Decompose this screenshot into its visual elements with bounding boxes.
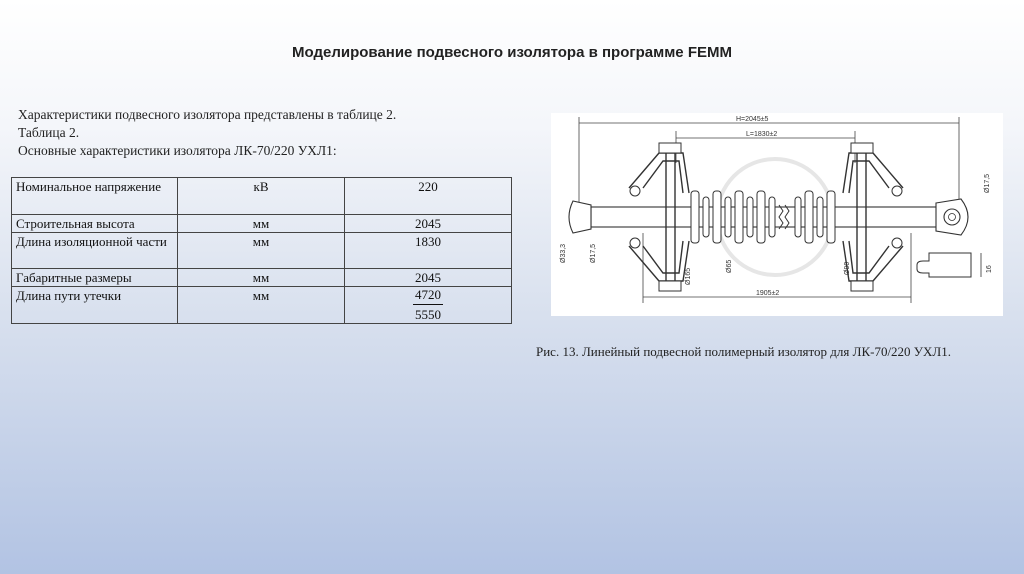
row-value: 220: [345, 178, 512, 215]
row-unit: кВ: [178, 178, 345, 215]
row-name: Длина пути утечки: [12, 287, 178, 324]
table-row: [12, 269, 512, 287]
row-name: Длина изоляционной части: [12, 233, 178, 269]
dim-left-inner: Ø17,5: [590, 243, 597, 263]
insulator-drawing: [551, 113, 1003, 316]
dim-90: Ø90: [844, 261, 851, 275]
dim-65: Ø65: [726, 259, 733, 273]
row-unit: мм: [178, 269, 345, 287]
dim-L: L=1830±2: [746, 131, 778, 138]
intro-line-1: Характеристики подвесного изолятора представлены в таблице 2.: [18, 107, 397, 122]
table-row: [12, 215, 512, 233]
table-row: [12, 287, 512, 324]
dim-H: H=2045±5: [736, 116, 769, 123]
row-value: 1830: [345, 233, 512, 269]
row-value-fraction: [345, 287, 512, 324]
row-value: 2045: [345, 215, 512, 233]
row-name: Строительная высота: [12, 215, 178, 233]
specs-table: [11, 177, 512, 324]
dim-left-outer: Ø33,3: [560, 243, 567, 263]
fraction-denominator: 5550: [415, 307, 441, 322]
row-unit: мм: [178, 287, 345, 324]
fraction-numerator: 4720: [413, 287, 443, 305]
dim-165: Ø165: [685, 267, 692, 285]
row-unit: мм: [178, 233, 345, 269]
dim-bottom: 1905±2: [756, 290, 780, 297]
row-unit: мм: [178, 215, 345, 233]
row-name: Габаритные размеры: [12, 269, 178, 287]
insulator-drawing-svg: [551, 113, 1003, 316]
row-value: 2045: [345, 269, 512, 287]
table-row: [12, 178, 512, 215]
intro-line-2: Таблица 2.: [18, 125, 80, 140]
slide-title: Моделирование подвесного изолятора в программе FEMM: [292, 44, 732, 61]
row-name: Номинальное напряжение: [12, 178, 178, 215]
intro-text: [18, 106, 396, 160]
table-row: [12, 233, 512, 269]
intro-line-3: Основные характеристики изолятора ЛК-70/220 УХЛ1:: [18, 143, 337, 158]
dim-right-eye: Ø17,5: [984, 173, 991, 193]
dim-right-pin: 16: [986, 265, 993, 273]
figure-caption: Рис. 13. Линейный подвесной полимерный изолятор для ЛК-70/220 УХЛ1.: [536, 344, 951, 359]
